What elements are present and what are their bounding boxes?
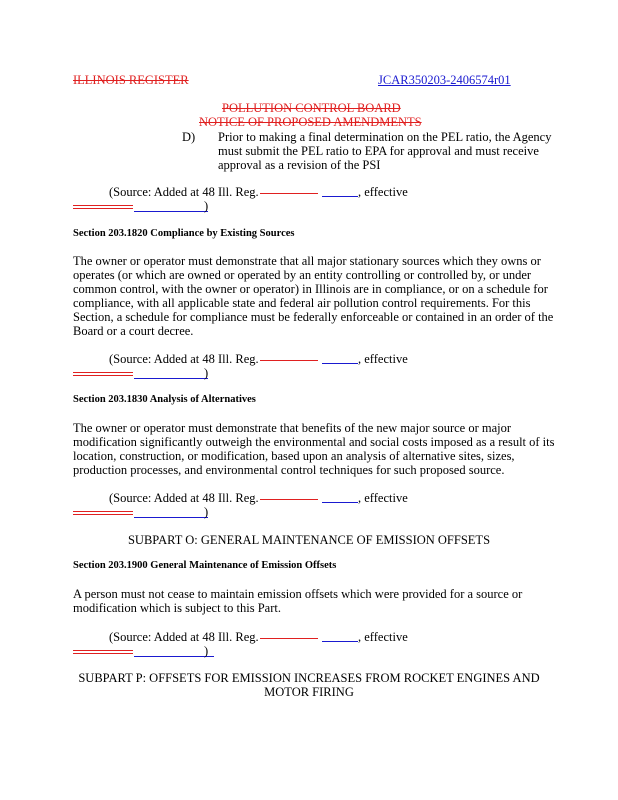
section-1830-heading: Section 203.1830 Analysis of Alternatives <box>73 394 256 405</box>
item-d-line-1: Prior to making a final determination on the PEL ratio, the Agency <box>218 130 552 144</box>
source-close-4: ) <box>204 644 209 658</box>
item-d-line-2: must submit the PEL ratio to EPA for approval and must receive <box>218 144 539 158</box>
section-1820-line-4: compliance, with all applicable state and federal air pollution control requirements. For this <box>73 296 531 310</box>
source-effective-1: , effective <box>358 185 408 199</box>
register-title: ILLINOIS REGISTER <box>73 73 189 87</box>
section-1830-line-4: production processes, and environmental control techniques for such proposed source. <box>73 463 505 477</box>
subpart-p-title-line-2: MOTOR FIRING <box>264 685 354 699</box>
section-1820-line-6: Board or a court decree. <box>73 324 194 338</box>
jcar-code: JCAR350203-2406574r01 <box>378 73 511 87</box>
notice-title: NOTICE OF PROPOSED AMENDMENTS <box>199 115 422 129</box>
source-note-3: (Source: Added at 48 Ill. Reg. <box>109 491 259 505</box>
source-note-2: (Source: Added at 48 Ill. Reg. <box>109 352 259 366</box>
source-close-3: ) <box>204 505 209 519</box>
subpart-p-title-line-1: SUBPART P: OFFSETS FOR EMISSION INCREASES FROM ROCKET ENGINES AND <box>78 671 540 685</box>
source-close-2: ) <box>204 366 209 380</box>
source-close-1: ) <box>204 199 209 213</box>
section-1820-line-1: The owner or operator must demonstrate that all major stationary sources which they owns or <box>73 254 541 268</box>
section-1900-line-1: A person must not cease to maintain emission offsets which were provided for a source or <box>73 587 523 601</box>
source-note-1: (Source: Added at 48 Ill. Reg. <box>109 185 259 199</box>
item-d-line-3: approval as a revision of the PSI <box>218 158 381 172</box>
source-effective-4: , effective <box>358 630 408 644</box>
section-1820-line-2: operates (or which are owned or operated by an entity controlling or controlled by, or under <box>73 268 532 282</box>
item-d-label: D) <box>182 130 196 144</box>
section-1900-heading: Section 203.1900 General Maintenance of Emission Offsets <box>73 560 337 571</box>
section-1820-heading: Section 203.1820 Compliance by Existing Sources <box>73 228 295 239</box>
source-effective-2: , effective <box>358 352 408 366</box>
subpart-o-title: SUBPART O: GENERAL MAINTENANCE OF EMISSION OFFSETS <box>127 533 491 547</box>
section-1900-line-2: modification which is subject to this Part. <box>73 601 281 615</box>
source-effective-3: , effective <box>358 491 408 505</box>
section-1820-line-3: common control, with the owner or operator) in Illinois are in compliance, or on a schedule for <box>73 282 548 296</box>
section-1830-line-2: modification significantly outweigh the environmental and social costs imposed as a result of its <box>73 435 555 449</box>
board-title: POLLUTION CONTROL BOARD <box>222 101 401 115</box>
section-1820-line-5: Section, a schedule for compliance must be federally enforceable or contained in an order of the <box>73 310 554 324</box>
section-1830-line-3: location, construction, or modification, based upon an analysis of alternative sites, sizes, <box>73 449 515 463</box>
section-1830-line-1: The owner or operator must demonstrate that benefits of the new major source or major <box>73 421 512 435</box>
source-note-4: (Source: Added at 48 Ill. Reg. <box>109 630 259 644</box>
